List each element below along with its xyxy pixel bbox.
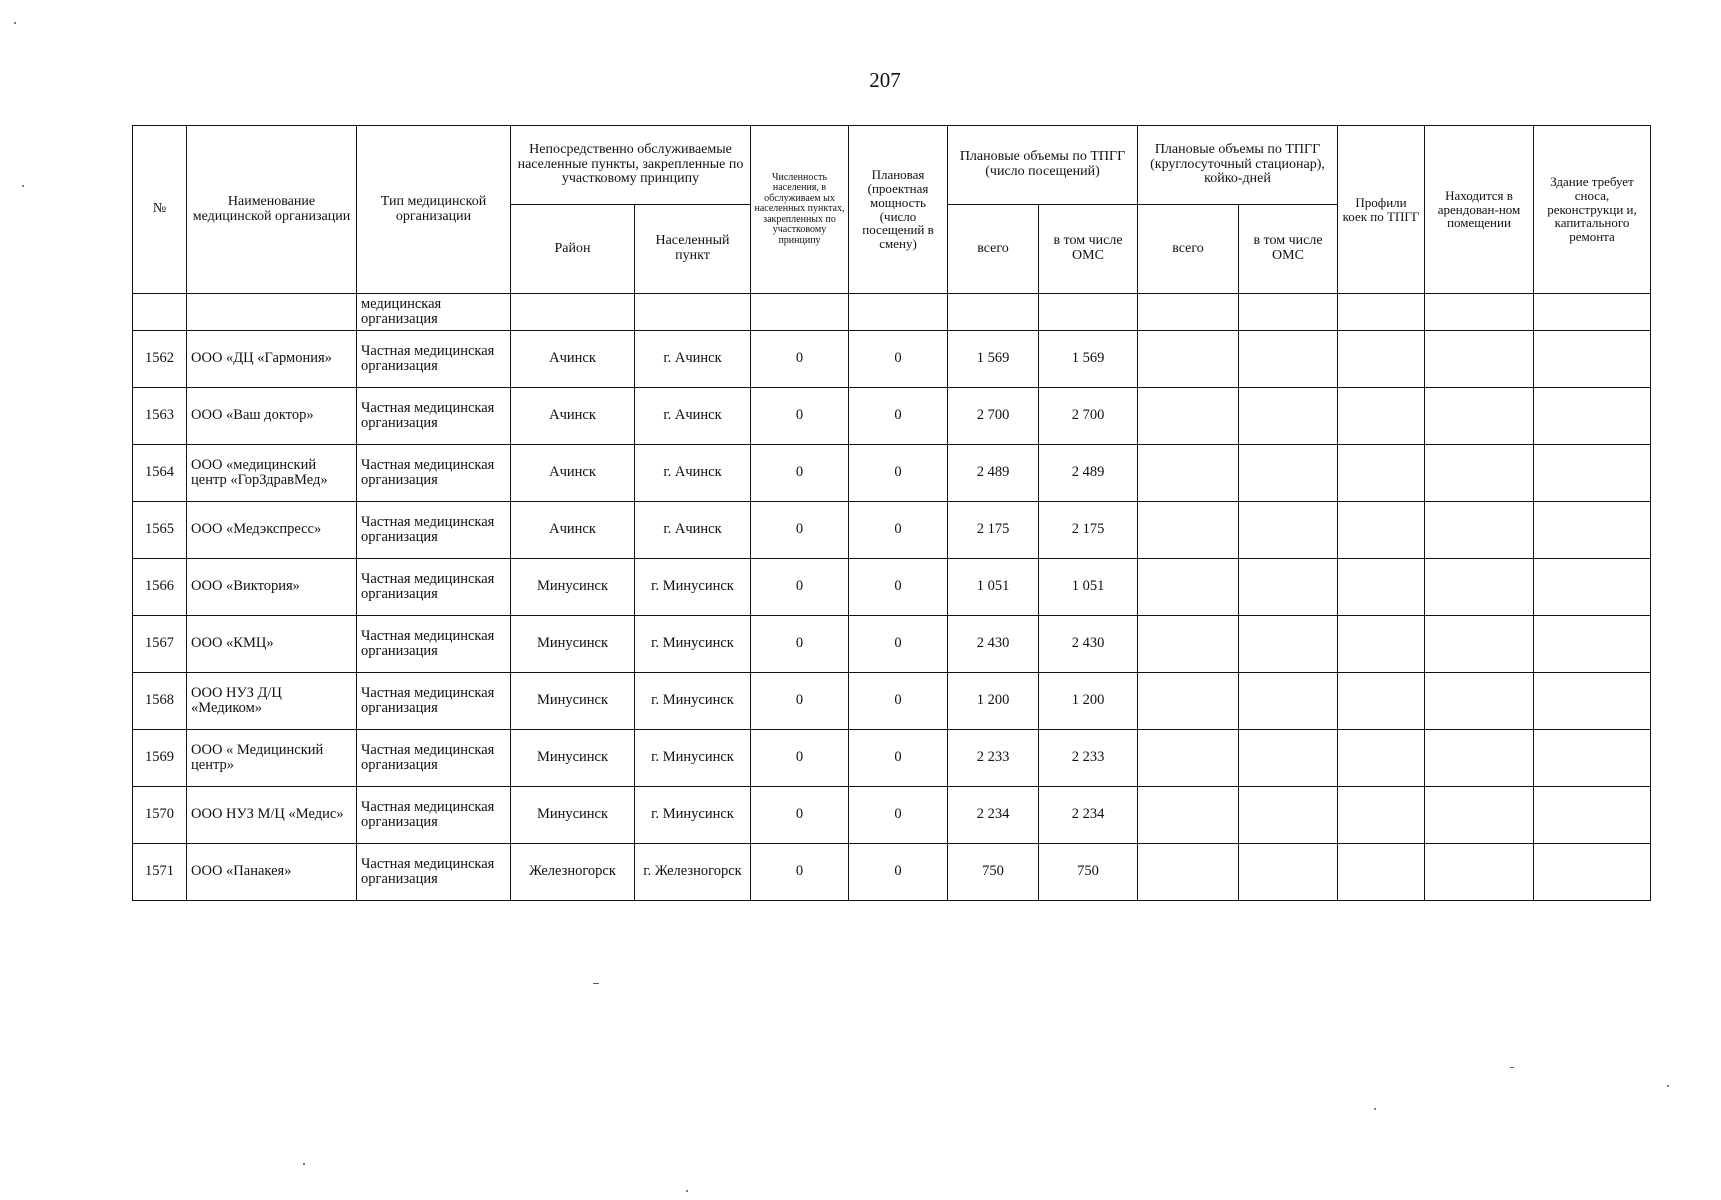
cell-visits-oms: 1 051	[1039, 559, 1138, 616]
cell-visits-total: 2 489	[948, 445, 1039, 502]
cell-building-state	[1534, 730, 1651, 787]
cell-visits-oms: 1 569	[1039, 331, 1138, 388]
cell-building-state	[1534, 445, 1651, 502]
cell-org-type: Частная медицинская организация	[357, 559, 511, 616]
cell-district: Минусинск	[511, 559, 635, 616]
header-capacity: Плановая (проектная мощность (число посещений в смену)	[849, 126, 948, 294]
header-tpgg-visits: Плановые объемы по ТПГГ (число посещений)	[948, 126, 1138, 205]
cell-visits-oms: 2 175	[1039, 502, 1138, 559]
cell-beds-total	[1138, 559, 1239, 616]
scan-speck	[1510, 1067, 1514, 1068]
header-org-name: Наименование медицинской организации	[187, 126, 357, 294]
header-no: №	[133, 126, 187, 294]
cell-bed-profiles	[1338, 616, 1425, 673]
cell-settlement: г. Ачинск	[635, 331, 751, 388]
table-row	[133, 331, 1651, 388]
cell-capacity: 0	[849, 616, 948, 673]
cell-no: 1565	[133, 502, 187, 559]
cell-rented	[1425, 730, 1534, 787]
cell-org-type: медицинская организация	[357, 294, 511, 331]
cell-visits-total: 750	[948, 844, 1039, 901]
header-tpgg-beds: Плановые объемы по ТПГГ (круглосуточный стационар), койко-дней	[1138, 126, 1338, 205]
cell-capacity: 0	[849, 445, 948, 502]
table-row	[133, 844, 1651, 901]
cell-settlement: г. Ачинск	[635, 445, 751, 502]
header-bed-profiles: Профили коек по ТПГГ	[1338, 126, 1425, 294]
cell-beds-oms	[1239, 787, 1338, 844]
header-building-state: Здание требует сноса, реконструкци и, капитального ремонта	[1534, 126, 1651, 294]
cell-visits-total: 2 175	[948, 502, 1039, 559]
cell-capacity: 0	[849, 388, 948, 445]
cell-beds-total	[1138, 445, 1239, 502]
cell-population: 0	[751, 445, 849, 502]
cell-bed-profiles	[1338, 388, 1425, 445]
cell-org-name: ООО «Медэкспресс»	[187, 502, 357, 559]
cell-org-name: ООО «Ваш доктор»	[187, 388, 357, 445]
cell-district: Минусинск	[511, 787, 635, 844]
cell-capacity: 0	[849, 844, 948, 901]
header-district: Район	[511, 205, 635, 294]
cell-beds-total	[1138, 787, 1239, 844]
cell-no: 1570	[133, 787, 187, 844]
scan-speck	[22, 185, 24, 187]
cell-beds-oms	[1239, 559, 1338, 616]
cell-beds-total	[1138, 616, 1239, 673]
cell-capacity: 0	[849, 559, 948, 616]
cell-population: 0	[751, 559, 849, 616]
cell-no: 1562	[133, 331, 187, 388]
cell-org-name: ООО НУЗ М/Ц «Медис»	[187, 787, 357, 844]
cell-bed-profiles	[1338, 844, 1425, 901]
table-row	[133, 616, 1651, 673]
header-org-type: Тип медицинской организации	[357, 126, 511, 294]
cell-beds-oms	[1239, 445, 1338, 502]
cell-org-name: ООО « Медицинский центр»	[187, 730, 357, 787]
table-row	[133, 502, 1651, 559]
cell-rented	[1425, 673, 1534, 730]
cell-rented	[1425, 559, 1534, 616]
cell-district: Минусинск	[511, 616, 635, 673]
medical-organizations-table	[132, 125, 1651, 901]
cell-org-name: ООО «КМЦ»	[187, 616, 357, 673]
cell-visits-total: 1 051	[948, 559, 1039, 616]
cell-visits-oms: 2 233	[1039, 730, 1138, 787]
cell-org-type: Частная медицинская организация	[357, 673, 511, 730]
cell-org-type: Частная медицинская организация	[357, 730, 511, 787]
cell-bed-profiles	[1338, 331, 1425, 388]
cell-settlement: г. Минусинск	[635, 673, 751, 730]
table-row	[133, 559, 1651, 616]
cell-capacity: 0	[849, 787, 948, 844]
cell-population: 0	[751, 787, 849, 844]
cell-beds-oms	[1239, 388, 1338, 445]
cell-org-name: ООО НУЗ Д/Ц «Медиком»	[187, 673, 357, 730]
cell-rented	[1425, 445, 1534, 502]
cell-building-state	[1534, 502, 1651, 559]
cell-settlement: г. Минусинск	[635, 787, 751, 844]
cell-beds-oms	[1239, 616, 1338, 673]
cell-org-name: ООО «Панакея»	[187, 844, 357, 901]
cell-district: Минусинск	[511, 730, 635, 787]
cell-district: Железногорск	[511, 844, 635, 901]
cell-building-state	[1534, 388, 1651, 445]
cell-rented	[1425, 331, 1534, 388]
table-row	[133, 673, 1651, 730]
cell-population: 0	[751, 502, 849, 559]
cell-district: Ачинск	[511, 445, 635, 502]
cell-capacity: 0	[849, 730, 948, 787]
cell-no: 1569	[133, 730, 187, 787]
table-row	[133, 787, 1651, 844]
cell-settlement: г. Минусинск	[635, 730, 751, 787]
cell-beds-total	[1138, 673, 1239, 730]
cell-no: 1567	[133, 616, 187, 673]
cell-bed-profiles	[1338, 559, 1425, 616]
header-rented: Находится в арендован-ном помещении	[1425, 126, 1534, 294]
cell-visits-total: 2 700	[948, 388, 1039, 445]
scan-speck	[593, 983, 599, 984]
cell-population: 0	[751, 844, 849, 901]
table-body	[133, 294, 1651, 901]
cell-no: 1571	[133, 844, 187, 901]
cell-beds-total	[1138, 730, 1239, 787]
table-row	[133, 730, 1651, 787]
cell-settlement: г. Минусинск	[635, 559, 751, 616]
cell-org-type: Частная медицинская организация	[357, 331, 511, 388]
cell-org-type: Частная медицинская организация	[357, 502, 511, 559]
scan-speck	[14, 22, 16, 24]
continuation-row	[133, 294, 1651, 331]
header-visits-total: всего	[948, 205, 1039, 294]
cell-visits-oms: 750	[1039, 844, 1138, 901]
header-served-settlements: Непосредственно обслуживаемые населенные пункты, закрепленные по участковому принципу	[511, 126, 751, 205]
table-row	[133, 445, 1651, 502]
cell-bed-profiles	[1338, 445, 1425, 502]
cell-bed-profiles	[1338, 787, 1425, 844]
cell-org-type: Частная медицинская организация	[357, 445, 511, 502]
cell-org-type: Частная медицинская организация	[357, 787, 511, 844]
header-settlement: Населенный пункт	[635, 205, 751, 294]
cell-building-state	[1534, 331, 1651, 388]
cell-population: 0	[751, 331, 849, 388]
cell-visits-oms: 2 700	[1039, 388, 1138, 445]
cell-beds-oms	[1239, 502, 1338, 559]
cell-building-state	[1534, 673, 1651, 730]
cell-bed-profiles	[1338, 673, 1425, 730]
cell-district: Минусинск	[511, 673, 635, 730]
cell-beds-total	[1138, 331, 1239, 388]
cell-visits-total: 1 569	[948, 331, 1039, 388]
cell-visits-oms: 2 489	[1039, 445, 1138, 502]
cell-beds-total	[1138, 844, 1239, 901]
cell-no: 1568	[133, 673, 187, 730]
cell-capacity: 0	[849, 673, 948, 730]
cell-beds-oms	[1239, 331, 1338, 388]
cell-beds-oms	[1239, 844, 1338, 901]
cell-rented	[1425, 787, 1534, 844]
page-number: 207	[869, 68, 901, 92]
cell-org-type: Частная медицинская организация	[357, 388, 511, 445]
cell-beds-total	[1138, 502, 1239, 559]
cell-settlement: г. Ачинск	[635, 502, 751, 559]
cell-settlement: г. Минусинск	[635, 616, 751, 673]
scan-speck	[303, 1163, 305, 1165]
cell-building-state	[1534, 559, 1651, 616]
cell-bed-profiles	[1338, 730, 1425, 787]
cell-settlement: г. Ачинск	[635, 388, 751, 445]
cell-beds-total	[1138, 388, 1239, 445]
cell-population: 0	[751, 730, 849, 787]
scan-speck	[686, 1190, 688, 1192]
header-beds-total: всего	[1138, 205, 1239, 294]
cell-building-state	[1534, 787, 1651, 844]
cell-visits-total: 2 430	[948, 616, 1039, 673]
cell-rented	[1425, 388, 1534, 445]
cell-visits-total: 1 200	[948, 673, 1039, 730]
cell-capacity: 0	[849, 502, 948, 559]
cell-district: Ачинск	[511, 388, 635, 445]
cell-rented	[1425, 844, 1534, 901]
cell-no: 1564	[133, 445, 187, 502]
cell-org-name: ООО «ДЦ «Гармония»	[187, 331, 357, 388]
cell-district: Ачинск	[511, 502, 635, 559]
cell-population: 0	[751, 616, 849, 673]
cell-population: 0	[751, 388, 849, 445]
table-row	[133, 388, 1651, 445]
cell-visits-oms: 2 234	[1039, 787, 1138, 844]
cell-no: 1566	[133, 559, 187, 616]
cell-bed-profiles	[1338, 502, 1425, 559]
cell-visits-total: 2 233	[948, 730, 1039, 787]
cell-beds-oms	[1239, 730, 1338, 787]
header-visits-oms: в том числе ОМС	[1039, 205, 1138, 294]
scan-speck	[1667, 1085, 1669, 1087]
cell-rented	[1425, 616, 1534, 673]
cell-building-state	[1534, 844, 1651, 901]
cell-org-name: ООО «медицинский центр «ГорЗдравМед»	[187, 445, 357, 502]
cell-org-name: ООО «Виктория»	[187, 559, 357, 616]
cell-beds-oms	[1239, 673, 1338, 730]
header-population: Численность населения, в обслуживаем ых населенных пунктах, закрепленных по участковому принципу	[751, 126, 849, 294]
cell-visits-oms: 1 200	[1039, 673, 1138, 730]
scan-speck	[1374, 1108, 1376, 1110]
header-beds-oms: в том числе ОМС	[1239, 205, 1338, 294]
cell-rented	[1425, 502, 1534, 559]
cell-district: Ачинск	[511, 331, 635, 388]
cell-visits-total: 2 234	[948, 787, 1039, 844]
cell-org-type: Частная медицинская организация	[357, 844, 511, 901]
cell-org-type: Частная медицинская организация	[357, 616, 511, 673]
cell-visits-oms: 2 430	[1039, 616, 1138, 673]
cell-settlement: г. Железногорск	[635, 844, 751, 901]
cell-capacity: 0	[849, 331, 948, 388]
cell-building-state	[1534, 616, 1651, 673]
header-row-1	[133, 126, 1651, 205]
cell-no: 1563	[133, 388, 187, 445]
cell-population: 0	[751, 673, 849, 730]
